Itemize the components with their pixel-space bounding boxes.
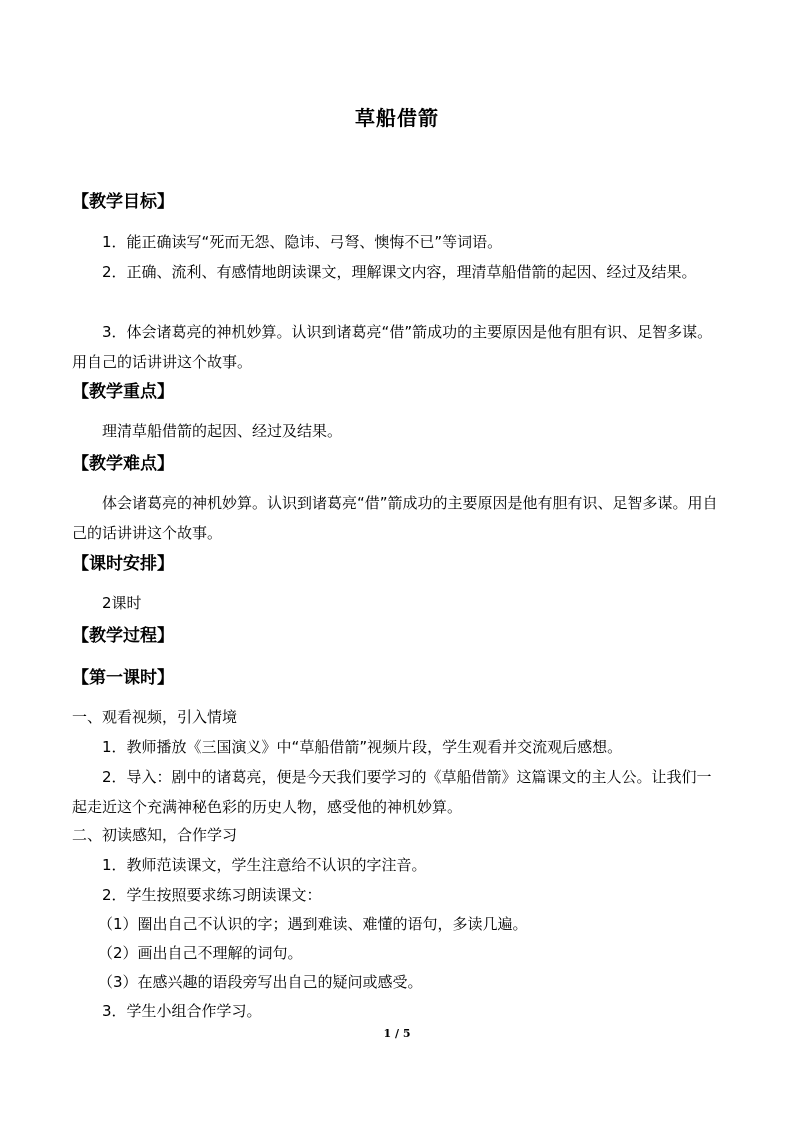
- part-2-item-3: 3．学生小组合作学习。: [102, 1002, 262, 1020]
- part-2-subitem-2: （2）画出自己不理解的词句。: [98, 944, 303, 962]
- objective-item-3: 3．体会诸葛亮的神机妙算。认识到诸葛亮“借”箭成功的主要原因是他有胆有识、足智多谋。用自己的话讲讲这个故事。: [72, 323, 713, 371]
- part-1-title: 一、观看视频，引入情境: [72, 708, 238, 726]
- part-1-item-2: 2．导入：剧中的诸葛亮，便是今天我们要学习的《草船借箭》这篇课文的主人公。让我们一起走近这个充满神秘色彩的历史人物，感受他的神机妙算。: [72, 768, 712, 816]
- part-2-subitem-1: （1）圈出自己不认识的字；遇到难读、难懂的语句，多读几遍。: [98, 915, 528, 933]
- heading-difficulties: 【教学难点】: [72, 454, 174, 474]
- objective-item-1: 1．能正确读写“死而无怨、隐讳、弓弩、懊悔不已”等词语。: [102, 233, 503, 251]
- heading-lesson-1: 【第一课时】: [72, 668, 174, 688]
- objective-item-2: 2．正确、流利、有感情地朗读课文，理解课文内容，理清草船借箭的起因、经过及结果。: [102, 263, 697, 281]
- key-points-text: 理清草船借箭的起因、经过及结果。: [102, 422, 343, 440]
- part-2-item-1: 1．教师范读课文，学生注意给不认识的字注音。: [102, 856, 427, 874]
- page-number: 1 / 5: [383, 1027, 411, 1040]
- part-2-item-2: 2．学生按照要求练习朗读课文：: [102, 886, 322, 904]
- part-2-title: 二、初读感知，合作学习: [72, 826, 238, 844]
- heading-objectives: 【教学目标】: [72, 192, 174, 212]
- heading-schedule: 【课时安排】: [72, 554, 174, 574]
- part-1-item-1: 1．教师播放《三国演义》中“草船借箭”视频片段，学生观看并交流观后感想。: [102, 738, 623, 756]
- part-2-subitem-3: （3）在感兴趣的语段旁写出自己的疑问或感受。: [98, 973, 423, 991]
- schedule-text: 2课时: [102, 594, 142, 612]
- heading-process: 【教学过程】: [72, 626, 174, 646]
- document-title: 草船借箭: [355, 106, 439, 130]
- heading-key-points: 【教学重点】: [72, 382, 174, 402]
- difficulties-text: 体会诸葛亮的神机妙算。认识到诸葛亮“借”箭成功的主要原因是他有胆有识、足智多谋。用自己的话讲讲这个故事。: [72, 494, 718, 542]
